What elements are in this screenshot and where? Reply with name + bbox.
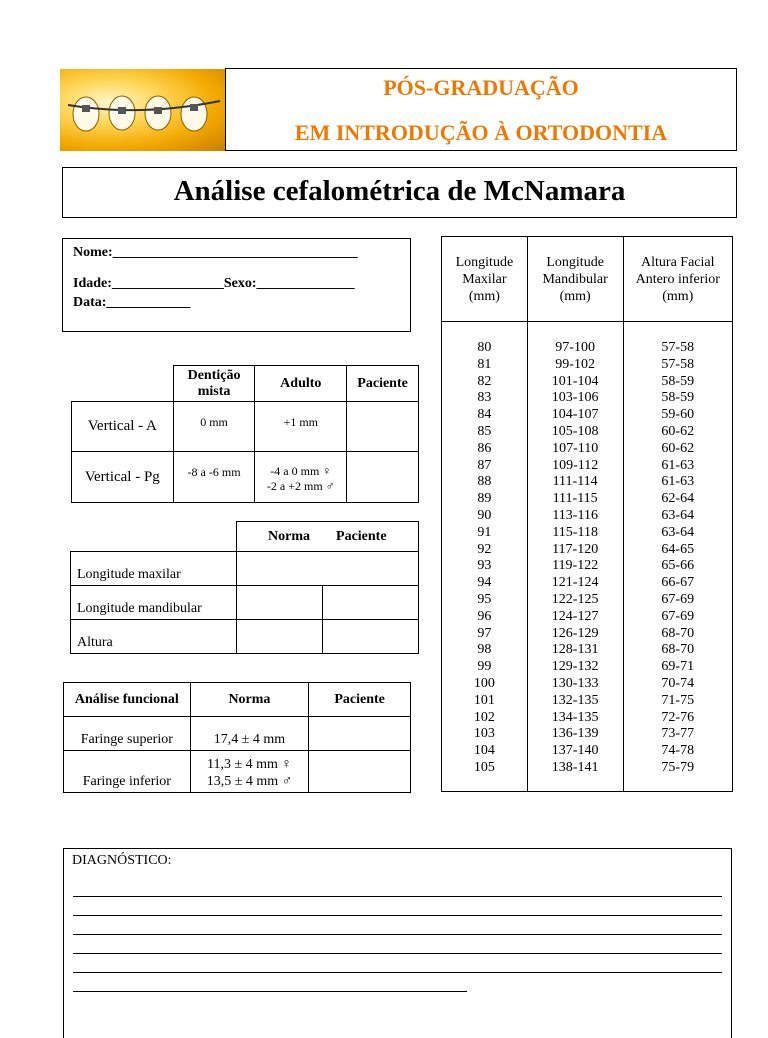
table-cell: 82	[477, 373, 492, 389]
braces-logo-icon	[60, 69, 226, 151]
date-field[interactable]: Data:____________	[73, 295, 191, 310]
table-cell: 117-120	[552, 541, 599, 557]
column-maxilar	[442, 322, 528, 792]
table-cell: 103	[473, 726, 495, 742]
vertical-table	[71, 365, 419, 503]
cell-norma: 17,4 ± 4 mm	[190, 717, 309, 751]
row-label-longitude-mandibular: Longitude mandibular	[71, 586, 237, 620]
column-mandibular	[527, 322, 623, 792]
cell-paciente[interactable]	[323, 586, 419, 620]
table-cell: 93	[477, 558, 492, 574]
table-cell: 98	[477, 642, 492, 658]
row-label-faringe-superior: Faringe superior	[64, 717, 191, 751]
table-cell: 61-63	[661, 474, 695, 490]
table-cell: 137-140	[551, 743, 599, 759]
table-cell: 85	[477, 423, 492, 439]
row-label-faringe-inferior: Faringe inferior	[64, 751, 191, 793]
table-cell: 69-71	[661, 659, 695, 675]
age-sex-field[interactable]: Idade:________________Sexo:______________	[73, 276, 355, 291]
table-cell: 68-70	[661, 642, 695, 658]
header-line: Mandibular	[542, 271, 608, 287]
diagnosis-line[interactable]	[73, 972, 722, 973]
table-cell: 60-62	[661, 423, 695, 439]
table-cell: 105	[473, 759, 495, 775]
diagnosis-line[interactable]	[73, 953, 722, 954]
table-cell: 107-110	[552, 440, 599, 456]
cell-norma-male: 13,5 ± 4 mm ♂	[206, 774, 293, 789]
table-cell: 63-64	[661, 507, 695, 523]
row-label-altura: Altura	[71, 620, 237, 654]
table-cell: 71-75	[661, 692, 695, 708]
table-cell: 111-115	[552, 491, 598, 507]
diagnosis-line[interactable]	[73, 896, 722, 897]
header-norma-paciente	[236, 522, 418, 552]
table-cell: 96	[477, 608, 492, 624]
table-cell: 134-135	[551, 709, 599, 725]
header-line: Antero inferior	[635, 271, 720, 287]
diagnosis-line[interactable]	[73, 991, 467, 992]
row-label-vertical-a: Vertical - A	[72, 402, 174, 452]
cell-mista: 0 mm	[173, 402, 255, 452]
cell-adulto: +1 mm	[255, 402, 347, 452]
table-cell: 102	[473, 709, 495, 725]
diagnosis-box	[63, 848, 732, 1038]
cell-adulto-female: -4 a 0 mm ♀	[270, 464, 332, 478]
column-altura	[623, 322, 732, 792]
header-line: Longitude	[546, 254, 604, 270]
table-cell: 129-132	[551, 659, 599, 675]
cell-paciente[interactable]	[347, 452, 419, 503]
header-paciente: Paciente	[309, 683, 411, 717]
table-cell: 74-78	[661, 743, 695, 759]
diagnosis-label: DIAGNÓSTICO:	[72, 853, 172, 868]
table-cell: 109-112	[552, 457, 599, 473]
header-line: (mm)	[662, 288, 694, 304]
table-cell: 138-141	[551, 759, 599, 775]
functional-table	[63, 682, 411, 793]
table-cell: 67-69	[661, 591, 695, 607]
table-cell: 99-102	[555, 356, 595, 372]
table-cell: 115-118	[552, 524, 598, 540]
header-paciente: Paciente	[347, 366, 419, 402]
cell-mista: -8 a -6 mm	[173, 452, 255, 503]
table-cell: 122-125	[551, 591, 599, 607]
cell-paciente[interactable]	[309, 717, 411, 751]
row-label-vertical-pg: Vertical - Pg	[72, 452, 174, 503]
cell-adulto-male: -2 a +2 mm ♂	[266, 479, 335, 493]
table-cell: 84	[477, 407, 492, 423]
table-cell: 94	[477, 575, 492, 591]
table-cell: 88	[477, 474, 492, 490]
table-cell: 73-77	[661, 726, 695, 742]
table-cell: 104-107	[551, 407, 599, 423]
patient-info-box	[62, 238, 411, 332]
table-cell: 97	[477, 625, 492, 641]
table-cell: 97-100	[555, 340, 595, 355]
name-field[interactable]: Nome:___________________________________	[73, 245, 358, 260]
cell-paciente[interactable]	[323, 620, 419, 654]
table-cell: 64-65	[661, 541, 695, 557]
diagnosis-line[interactable]	[73, 934, 722, 935]
table-cell: 59-60	[661, 407, 695, 423]
table-cell: 104	[473, 743, 495, 759]
table-cell: 90	[477, 507, 492, 523]
header-denticao-mista: Dentição mista	[173, 366, 255, 402]
cell-paciente[interactable]	[347, 402, 419, 452]
table-cell: 87	[477, 457, 492, 473]
mcnamara-reference-table	[441, 236, 733, 792]
table-cell: 58-59	[661, 373, 695, 389]
table-cell: 113-116	[552, 507, 598, 523]
table-cell: 124-127	[551, 608, 599, 624]
table-cell: 105-108	[551, 423, 599, 439]
header-title: PÓS-GRADUAÇÃO	[383, 75, 579, 100]
table-cell: 101	[473, 692, 495, 708]
header-longitude-maxilar	[442, 237, 528, 322]
table-cell: 111-114	[552, 474, 598, 490]
table-cell: 89	[477, 491, 492, 507]
diagnosis-line[interactable]	[73, 915, 722, 916]
table-cell: 119-122	[552, 558, 599, 574]
header-line: Altura Facial	[641, 254, 715, 270]
table-cell: 66-67	[661, 575, 695, 591]
cell-norma[interactable]	[236, 620, 323, 654]
header-longitude-mandibular	[527, 237, 623, 322]
table-cell: 132-135	[551, 692, 599, 708]
header-line: Longitude	[455, 254, 514, 270]
table-cell: 67-69	[661, 608, 695, 624]
table-cell: 57-58	[661, 356, 695, 372]
header-paciente: Paciente	[336, 528, 387, 544]
table-cell: 126-129	[551, 625, 599, 641]
table-cell: 128-131	[551, 642, 599, 658]
table-cell: 80	[477, 340, 492, 355]
header-norma: Norma	[268, 528, 311, 544]
table-cell: 72-76	[661, 709, 695, 725]
table-cell: 68-70	[661, 625, 695, 641]
table-cell: 86	[477, 440, 492, 456]
cell-norma-female: 11,3 ± 4 mm ♀	[206, 757, 292, 772]
table-cell: 103-106	[551, 390, 599, 406]
table-cell: 60-62	[661, 440, 695, 456]
table-cell: 92	[477, 541, 492, 557]
header-analise-funcional: Análise funcional	[64, 683, 191, 717]
table-cell: 65-66	[661, 558, 695, 574]
table-cell: 75-79	[661, 759, 695, 775]
cell-paciente[interactable]	[309, 751, 411, 793]
table-cell: 101-104	[551, 373, 599, 389]
header-box	[225, 68, 737, 151]
header-line: Maxilar	[462, 271, 507, 287]
table-cell: 91	[477, 524, 492, 540]
table-cell: 58-59	[661, 390, 695, 406]
table-cell: 100	[473, 675, 495, 691]
table-cell: 57-58	[661, 340, 695, 355]
table-cell: 121-124	[551, 575, 599, 591]
table-cell: 61-63	[661, 457, 695, 473]
table-cell: 70-74	[661, 675, 695, 691]
header-altura-facial	[623, 237, 732, 322]
cell-maxilar[interactable]	[236, 552, 418, 586]
table-cell: 99	[477, 659, 492, 675]
table-cell: 130-133	[551, 675, 599, 691]
header-line: (mm)	[559, 288, 591, 304]
cell-adulto	[255, 452, 347, 503]
table-cell: 63-64	[661, 524, 695, 540]
table-cell: 62-64	[661, 491, 695, 507]
header-adulto: Adulto	[255, 366, 347, 402]
header-norma: Norma	[190, 683, 309, 717]
table-cell: 136-139	[551, 726, 599, 742]
table-cell: 83	[477, 390, 492, 406]
page-title: Análise cefalométrica de McNamara	[62, 167, 737, 218]
cell-norma[interactable]	[236, 586, 323, 620]
row-label-longitude-maxilar: Longitude maxilar	[71, 552, 237, 586]
header-subtitle: EM INTRODUÇÃO À ORTODONTIA	[294, 120, 668, 145]
logo	[60, 69, 226, 151]
table-cell: 95	[477, 591, 492, 607]
cell-norma	[190, 751, 309, 793]
table-cell: 81	[477, 356, 492, 372]
longitude-table	[70, 521, 419, 654]
header-line: (mm)	[468, 288, 500, 304]
